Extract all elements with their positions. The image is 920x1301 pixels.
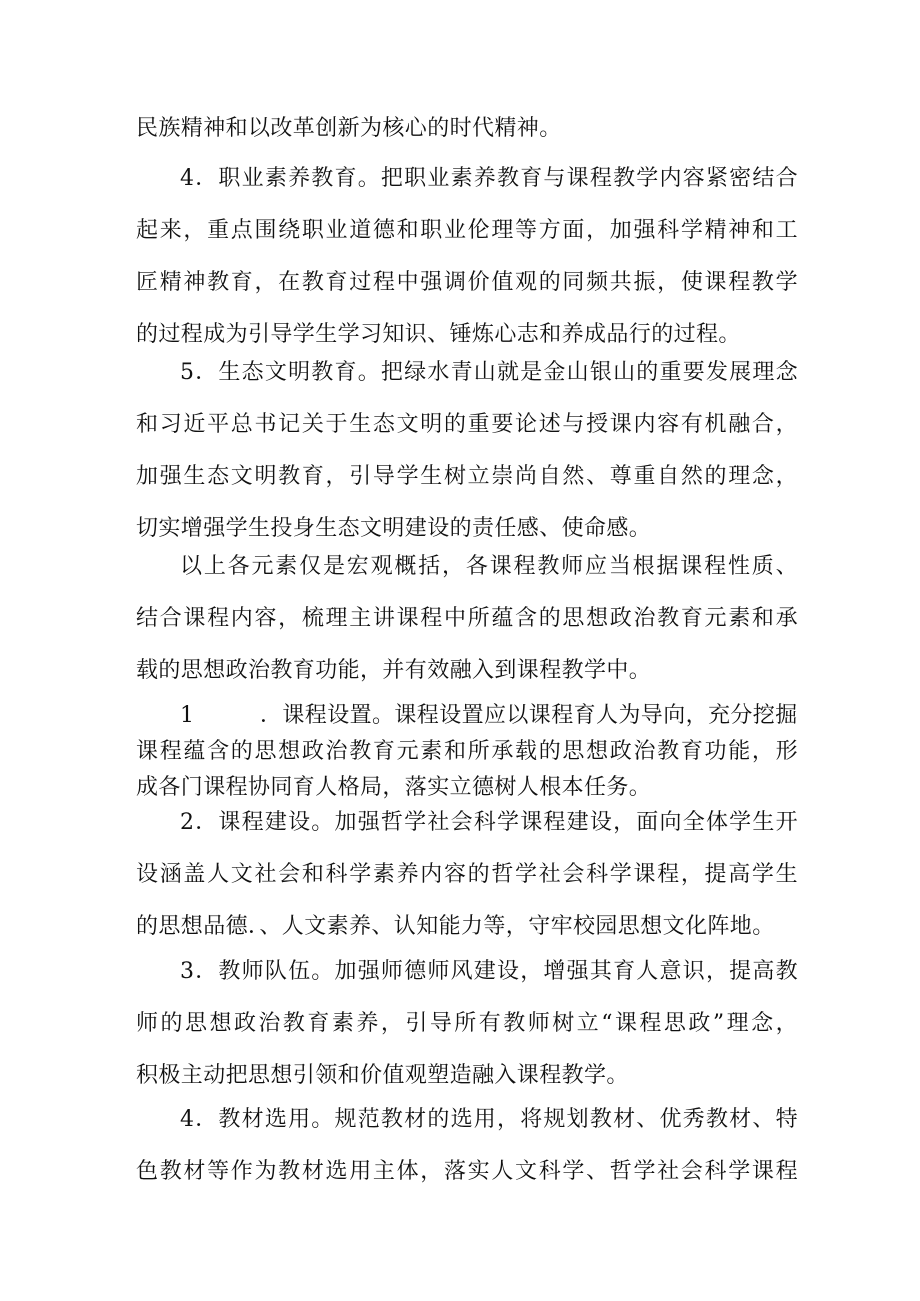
text-line (136, 698, 798, 734)
paragraph-continuation (136, 103, 798, 155)
text-line: 师的思想政治教育素养，引导所有教师树立“课程思政”理念， (136, 1011, 798, 1036)
text-line: 和习近平总书记关于生态文明的重要论述与授课内容有机融合， (136, 412, 798, 437)
text-line: 民族精神和以改革创新为核心的时代精神。 (136, 116, 562, 141)
text-line-body: ．课程设置。课程设置应以课程育人为导向，充分挖掘 (260, 703, 798, 728)
paragraph-teaching-staff (136, 946, 798, 1102)
text-line: 以上各元素仅是宏观概括，各课程教师应当根据课程性质、 (180, 554, 798, 579)
text-line: 5．生态文明教育。把绿水青山就是金山银山的重要发展理念 (180, 360, 798, 385)
text-line: 匠精神教育，在教育过程中强调价值观的同频共振，使课程教学 (136, 270, 798, 295)
text-line: 成各门课程协同育人格局，落实立德树人根本任务。 (136, 775, 652, 800)
paragraph-textbook-selection (136, 1094, 798, 1198)
text-line: 结合课程内容，梳理主讲课程中所蕴含的思想政治教育元素和承 (136, 606, 798, 631)
text-line: 载的思想政治教育功能，并有效融入到课程教学中。 (136, 658, 652, 683)
paragraph-course-construction (136, 797, 798, 953)
text-line: 4．职业素养教育。把职业素养教育与课程教学内容紧密结合 (180, 166, 798, 191)
paragraph-professional-literacy (136, 153, 798, 361)
text-line: 切实增强学生投身生态文明建设的责任感、使命感。 (136, 516, 652, 541)
paragraph-course-setting (136, 698, 798, 806)
paragraph-ecological-civilization (136, 347, 798, 555)
text-line: 课程蕴含的思想政治教育元素和所承载的思想政治教育功能，形 (136, 739, 798, 764)
list-number: 1 (180, 703, 195, 728)
text-line: 设涵盖人文社会和科学素养内容的哲学社会科学课程，提高学生 (136, 862, 798, 887)
text-line: 3．教师队伍。加强师德师风建设，增强其育人意识，提高教 (180, 959, 798, 984)
text-line: 积极主动把思想引领和价值观塑造融入课程教学。 (136, 1063, 629, 1088)
text-line: 2．课程建设。加强哲学社会科学课程建设，面向全体学生开 (180, 810, 798, 835)
text-line: 加强生态文明教育，引导学生树立崇尚自然、尊重自然的理念， (136, 464, 798, 489)
text-line: 起来，重点围绕职业道德和职业伦理等方面，加强科学精神和工 (136, 218, 798, 243)
text-line: 的思想品德．、人文素养、认知能力等，守牢校园思想文化阵地。 (136, 914, 775, 939)
text-line: 4．教材选用。规范教材的选用，将规划教材、优秀教材、特 (180, 1107, 798, 1132)
text-line: 的过程成为引导学生学习知识、锤炼心志和养成品行的过程。 (136, 322, 741, 347)
text-line: 色教材等作为教材选用主体，落实人文科学、哲学社会科学课程 (136, 1159, 798, 1184)
paragraph-summary (136, 541, 798, 697)
